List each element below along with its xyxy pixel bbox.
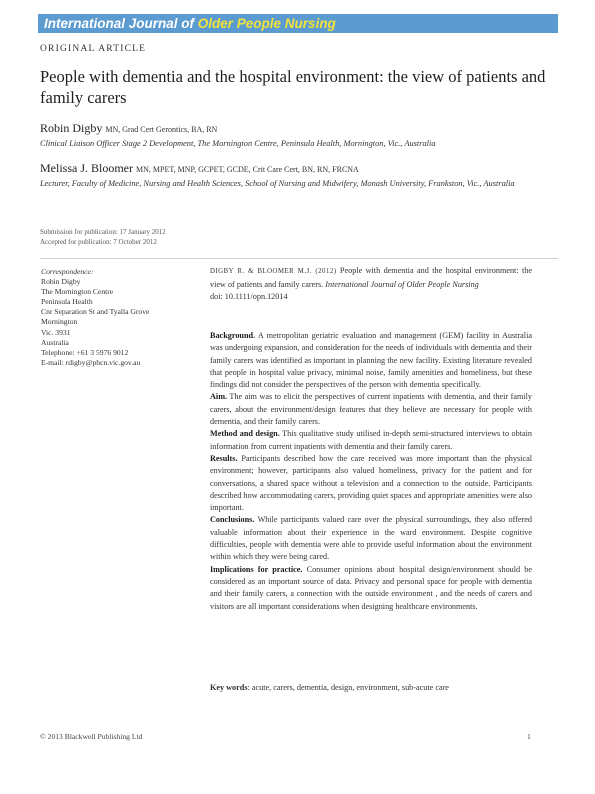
correspondence-line: Peninsula Health xyxy=(41,297,93,307)
correspondence-block xyxy=(41,267,201,368)
author-1-affiliation: Clinical Liaison Officer Stage 2 Development, The Mornington Centre, Peninsula Health, Mornington, Vic., Australia xyxy=(40,139,436,148)
abstract-text: The aim was to elicit the perspectives of current inpatients with dementia, and their family carers, about the environment/design features that they believe are necessary for people with dementia, and their family carers. xyxy=(210,392,532,427)
author-name: Robin Digby xyxy=(40,121,103,135)
correspondence-line: Telephone: +61 3 5976 9012 xyxy=(41,347,129,357)
abstract-implications xyxy=(210,564,532,613)
abstract-aim xyxy=(210,391,532,428)
article-type: ORIGINAL ARTICLE xyxy=(40,44,147,54)
citation-journal: International Journal of Older People Nursing xyxy=(325,279,479,289)
keywords xyxy=(210,683,532,692)
section-divider xyxy=(40,258,558,259)
article-title: People with dementia and the hospital environment: the view of patients and family carers xyxy=(40,67,546,107)
abstract-label: Conclusions. xyxy=(210,515,255,525)
abstract-label: Method and design. xyxy=(210,429,280,439)
correspondence-line: Mornington xyxy=(41,317,78,327)
abstract-label: Results. xyxy=(210,453,238,463)
citation-authors: DIGBY R. & BLOOMER M.J. (2012) xyxy=(210,268,337,275)
author-1 xyxy=(40,121,217,136)
journal-name-part2: Older People Nursing xyxy=(197,16,336,31)
abstract-results xyxy=(210,453,532,514)
correspondence-heading: Correspondence: xyxy=(41,267,94,276)
abstract-label: Implications for practice. xyxy=(210,564,303,574)
author-2 xyxy=(40,161,359,176)
abstract-conclusions xyxy=(210,514,532,563)
journal-name-part1: International Journal of xyxy=(44,16,195,31)
copyright: © 2013 Blackwell Publishing Ltd xyxy=(40,732,143,741)
abstract-text: While participants valued care over the physical surroundings, they also offered valuable information about their experience in the ward environment. Despite cognitive difficulties, people with dementia were able to provide useful information about the environment within which they were being cared. xyxy=(210,515,532,562)
abstract-text: Participants described how the care received was more important than the physical environment; however, participants also valued homeliness, privacy for the patient and for conversations, a shared space without a television and a connection to the outside. Participants described how accommodating carers, providing quiet spaces and appropriate amenities were also important. xyxy=(210,453,532,513)
citation-title: People with dementia and the hospital environment: the view of patients and family carers. xyxy=(210,266,532,289)
author-name: Melissa J. Bloomer xyxy=(40,161,133,175)
correspondence-line: Australia xyxy=(41,337,69,347)
citation-block xyxy=(210,265,532,304)
correspondence-line: The Mornington Centre xyxy=(41,287,114,297)
author-credentials: MN, Grad Cert Gerontics, BA, RN xyxy=(105,125,218,134)
page-number: 1 xyxy=(527,732,531,741)
abstract-background xyxy=(210,330,532,391)
abstract-label: Aim. xyxy=(210,392,228,402)
author-credentials: MN, MPET, MNP, GCPET, GCDE, Crit Care Cert, BN, RN, FRCNA xyxy=(136,165,359,174)
accepted-date: Accepted for publication: 7 October 2012 xyxy=(40,238,157,246)
keywords-label: Key words xyxy=(210,683,248,692)
correspondence-email[interactable]: E-mail: rdigby@phcn.vic.gov.au xyxy=(41,357,141,367)
correspondence-line: Cnr Separation St and Tyalla Grove xyxy=(41,307,150,317)
abstract-method xyxy=(210,428,532,453)
journal-banner xyxy=(38,14,558,33)
submission-date: Submission for publication: 17 January 2012 xyxy=(40,228,166,236)
author-2-affiliation: Lecturer, Faculty of Medicine, Nursing and Health Sciences, School of Nursing and Midwifery, Monash University, Frankston, Vic., Australia xyxy=(40,179,515,188)
correspondence-line: Vic. 3931 xyxy=(41,327,71,337)
journal-name xyxy=(38,16,336,31)
abstract-text: Consumer opinions about hospital design/environment should be considered as an important source of data. Privacy and personal space for people with dementia and their family carers, a connection with the outside environment , and the needs of carers and visitors are all important considerations when designing healthcare environments. xyxy=(210,564,533,611)
abstract-label: Background. xyxy=(210,331,256,340)
abstract-text: This qualitative study utilised in-depth semi-structured interviews to obtain information from current inpatients with dementia and their family carers. xyxy=(210,429,532,451)
keywords-text: : acute, carers, dementia, design, environment, sub-acute care xyxy=(247,683,449,692)
abstract-text: A metropolitan geriatric evaluation and management (GEM) facility in Australia was undergoing expansion, and consideration for the needs of individuals with dementia and their family carers was identified as important in planning the new facility. Existing literature revealed that people in hospital value privacy, minimal noise, family amenities and homeliness, but these findings did not consider the perspectives of the person with dementia specifically. xyxy=(210,331,532,390)
citation-doi[interactable]: doi: 10.1111/opn.12014 xyxy=(210,292,288,301)
abstract xyxy=(210,330,532,613)
correspondence-line: Robin Digby xyxy=(41,277,81,287)
